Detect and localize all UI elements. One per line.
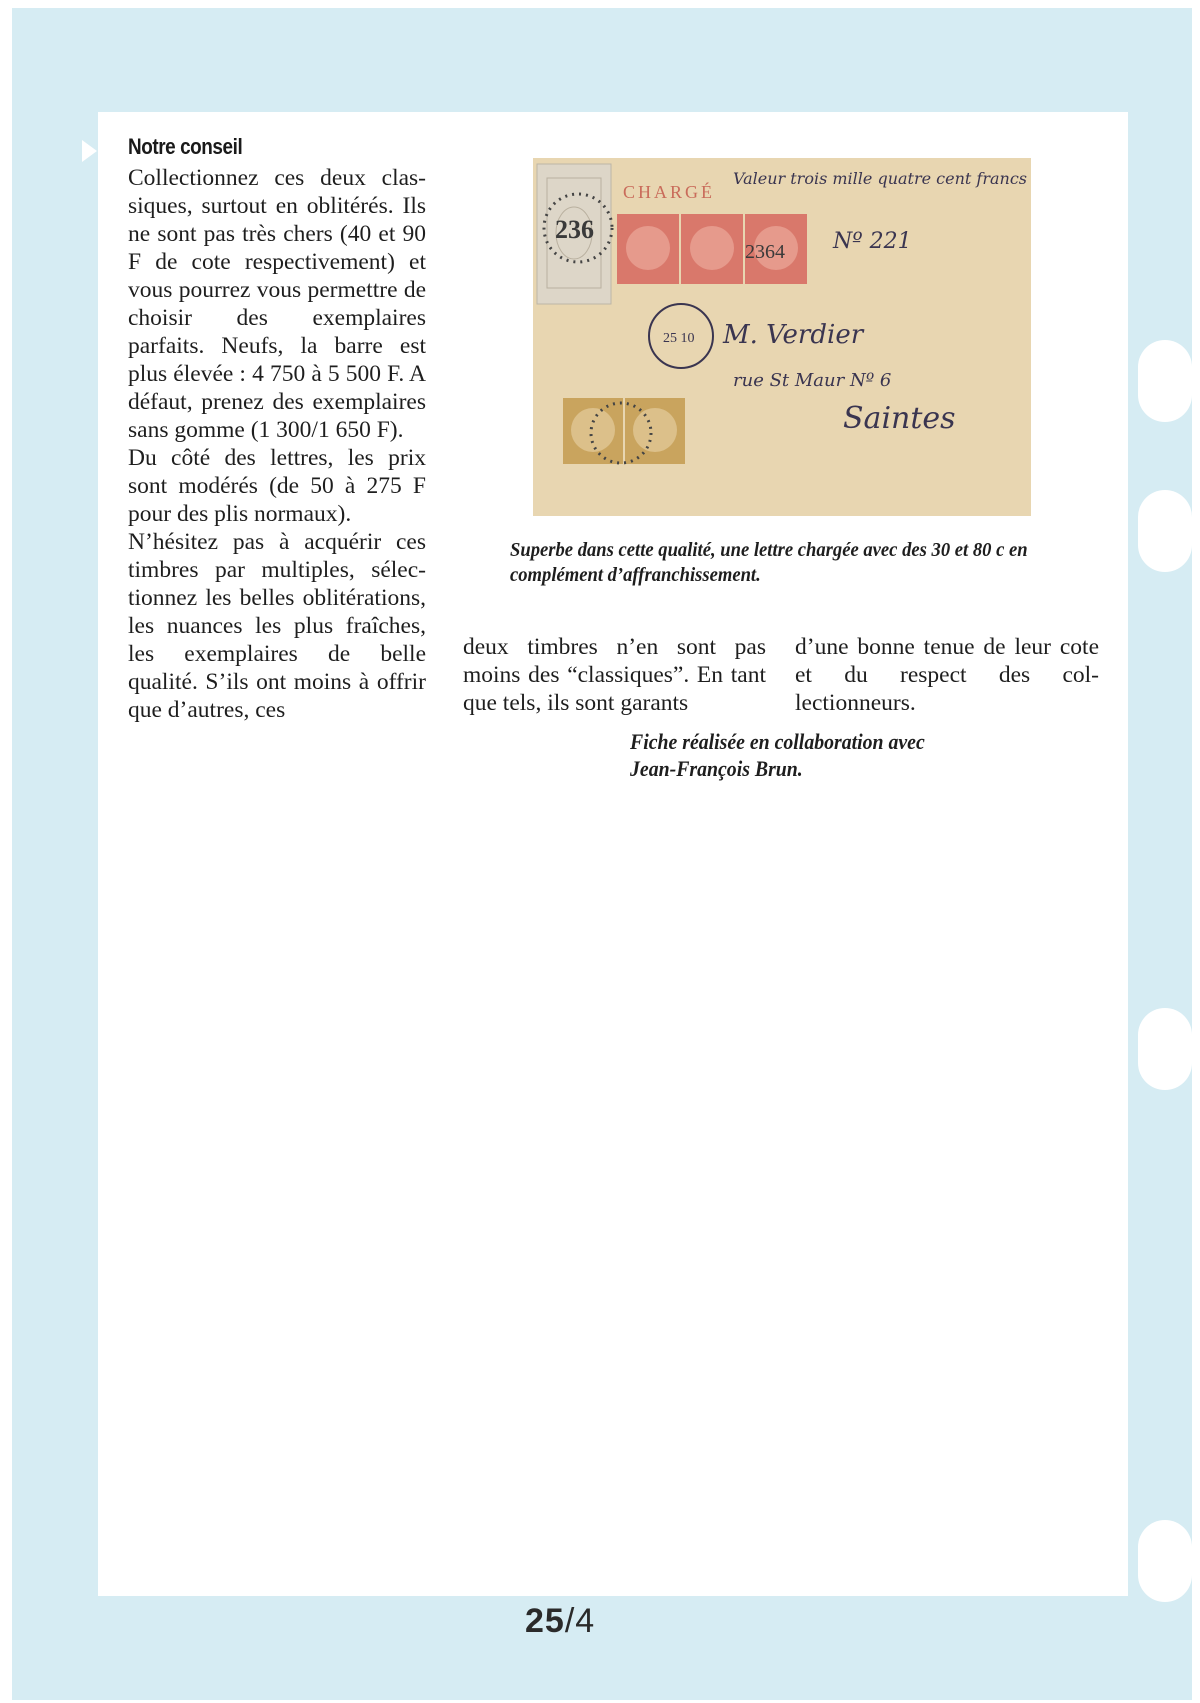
numeral-cancel-2: 2364 [745, 241, 785, 263]
svg-text:236: 236 [555, 215, 594, 244]
text-column-2: deux timbres n’en sont pas moins des “classiques”. En tant que tels, ils sont garants [463, 634, 766, 716]
text-column-3: d’une bonne tenue de leur cote et du respect des collectionneurs. [795, 634, 1099, 716]
svg-text:M. Verdier: M. Verdier [723, 320, 864, 350]
section-heading: Notre conseil [128, 134, 243, 159]
paragraph: Collectionnez ces deux classiques, surtout en oblitérés. Ils ne sont pas très chers (40 et 90 F de cote respectivement) et vous pourrez vous permettre de choisir des exemplaires parfaits. Neufs, la barre est plus élevée : 4 750 à 5 500 F. A défaut, prenez des exemplaires sans gomme (1 300/1 650 F). [128, 165, 426, 443]
paragraph: N’hésitez pas à acquérir ces timbres par multiples, sélectionnez les belles oblitérations, les nuances les plus fraîches, les exemplaires de belle qualité. S’ils ont moins à offrir que d’autres, ces [128, 529, 426, 723]
page-number-sub: /4 [564, 1602, 596, 1640]
paragraph: Du côté des lettres, les prix sont modérés (de 50 à 275 F pour des plis normaux). [128, 445, 426, 527]
text-column-1 [128, 164, 426, 724]
punch-hole [1138, 340, 1192, 422]
bullet-arrow-icon [82, 140, 97, 162]
credit-line: Fiche réalisée en collaboration avec Jean-François Brun. [630, 729, 925, 781]
svg-text:Valeur trois mille quatre cent: Valeur trois mille quatre cent francs [733, 169, 1028, 188]
punch-hole [1138, 1520, 1192, 1602]
svg-text:Nº 221: Nº 221 [833, 229, 912, 254]
svg-text:rue St Maur Nº 6: rue St Maur Nº 6 [733, 370, 892, 391]
page-number-main: 25 [525, 1602, 565, 1640]
svg-text:Saintes: Saintes [843, 401, 956, 436]
page-number [525, 1602, 595, 1641]
cover-photo [533, 158, 1031, 516]
punch-hole [1138, 490, 1192, 572]
photo-caption: Superbe dans cette qualité, une lettre chargée avec des 30 et 80 c en complément d’affranchissement. [510, 539, 1028, 586]
punch-hole [1138, 1008, 1192, 1090]
charge-label: CHARGÉ [623, 182, 716, 202]
svg-text:25 10: 25 10 [663, 331, 695, 346]
